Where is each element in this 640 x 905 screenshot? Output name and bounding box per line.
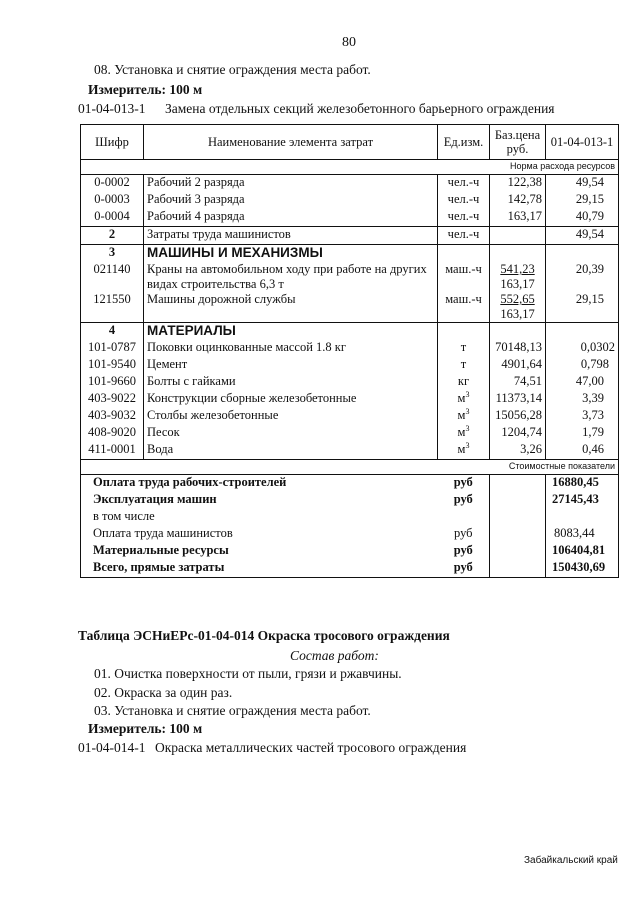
summary-name: Эксплуатация машин (81, 492, 438, 509)
operator-price: 163,17 (500, 307, 535, 321)
summary-row (81, 492, 619, 509)
summary-value (546, 509, 619, 526)
rate-code: 01-04-013-1 (78, 101, 146, 116)
table-row (81, 357, 619, 374)
section-number: 4 (81, 323, 144, 341)
summary-name: Оплата труда рабочих-строителей (81, 475, 438, 493)
summary-row (81, 509, 619, 526)
header-unit: Ед.изм. (438, 125, 490, 160)
summary-value: 27145,43 (546, 492, 619, 509)
row-unit: маш.-ч (438, 262, 490, 292)
row-name-line-2: видах строительства 6,3 т (147, 277, 284, 291)
summary-unit: руб (438, 560, 490, 578)
summary-unit (438, 509, 490, 526)
row-price (490, 262, 546, 292)
row-code: 021140 (81, 262, 144, 292)
row-norm: 49,54 (546, 227, 619, 245)
section-number: 2 (81, 227, 144, 245)
row-norm: 49,54 (546, 175, 619, 193)
row-price: 122,38 (490, 175, 546, 193)
table-row (81, 391, 619, 408)
section-row-2 (81, 227, 619, 245)
row-norm: 1,79 (546, 425, 619, 442)
row-norm: 47,00 (546, 374, 619, 391)
table-row (81, 425, 619, 442)
summary-unit: руб (438, 543, 490, 560)
table-row (81, 192, 619, 209)
summary-unit: руб (438, 475, 490, 493)
row-name: Вода (144, 442, 438, 460)
row-price: 163,17 (490, 209, 546, 227)
composition-label: Состав работ: (290, 648, 379, 663)
row-code: 101-9540 (81, 357, 144, 374)
row-code: 411-0001 (81, 442, 144, 460)
row-norm: 3,39 (546, 391, 619, 408)
operator-price: 163,17 (500, 277, 535, 291)
row-name (144, 262, 438, 292)
unit-exponent: 3 (465, 423, 470, 433)
table-row (81, 175, 619, 193)
work-step-02: 02. Окраска за один раз. (94, 685, 233, 700)
row-norm: 29,15 (546, 192, 619, 209)
row-name: Рабочий 4 разряда (144, 209, 438, 227)
summary-unit: руб (438, 526, 490, 543)
table-row (81, 292, 619, 323)
norm-caption: Норма расхода ресурсов (81, 160, 619, 175)
summary-value: 150430,69 (546, 560, 619, 578)
summary-value: 16880,45 (546, 475, 619, 493)
summary-value: 106404,81 (546, 543, 619, 560)
summary-name: Всего, прямые затраты (81, 560, 438, 578)
header-norm: 01-04-013-1 (546, 125, 619, 160)
section-number: 3 (81, 245, 144, 263)
row-norm: 0,0302 (546, 340, 619, 357)
row-unit: чел.-ч (438, 227, 490, 245)
unit-exponent: 3 (465, 389, 470, 399)
machine-price: 552,65 (500, 292, 535, 306)
region-footer: Забайкальский край (524, 855, 618, 866)
row-unit (438, 357, 490, 374)
section-name: МАТЕРИАЛЫ (144, 323, 438, 341)
summary-name: Оплата труда машинистов (81, 526, 438, 543)
row-price: 11373,14 (490, 391, 546, 408)
header-code: Шифр (81, 125, 144, 160)
header-price-2: руб. (506, 142, 529, 156)
unit-text: м (457, 391, 466, 405)
table-header (81, 125, 619, 160)
row-price (490, 227, 546, 245)
row-unit: чел.-ч (438, 192, 490, 209)
row-price (490, 292, 546, 323)
rate-code-2: 01-04-014-1 (78, 740, 146, 755)
row-norm: 0,46 (546, 442, 619, 460)
unit-text: т (460, 340, 467, 354)
row-code: 0-0004 (81, 209, 144, 227)
row-code: 0-0003 (81, 192, 144, 209)
row-name: Поковки оцинкованные массой 1.8 кг (144, 340, 438, 357)
section-name: МАШИНЫ И МЕХАНИЗМЫ (144, 245, 438, 263)
row-name: Болты с гайками (144, 374, 438, 391)
meter-label: Измеритель: 100 м (88, 82, 203, 97)
norm-caption-row (81, 160, 619, 175)
cost-table (80, 124, 619, 578)
row-price: 142,78 (490, 192, 546, 209)
row-price: 1204,74 (490, 425, 546, 442)
row-norm: 29,15 (546, 292, 619, 323)
row-name: Столбы железобетонные (144, 408, 438, 425)
row-unit (438, 425, 490, 442)
page-number: 80 (342, 35, 356, 50)
unit-text: м (457, 442, 466, 456)
row-unit: чел.-ч (438, 175, 490, 193)
unit-exponent: 3 (465, 406, 470, 416)
row-norm: 3,73 (546, 408, 619, 425)
row-price: 70148,13 (490, 340, 546, 357)
rate-description: Замена отдельных секций железобетонного барьерного ограждения (165, 101, 555, 116)
header-price-1: Баз.цена (494, 128, 541, 142)
row-code: 121550 (81, 292, 144, 323)
row-name: Рабочий 3 разряда (144, 192, 438, 209)
row-code: 101-0787 (81, 340, 144, 357)
row-norm: 40,79 (546, 209, 619, 227)
summary-name: в том числе (81, 509, 438, 526)
table-row (81, 340, 619, 357)
unit-text: т (460, 357, 467, 371)
cost-caption: Стоимостные показатели (81, 460, 619, 475)
row-price: 74,51 (490, 374, 546, 391)
row-code: 0-0002 (81, 175, 144, 193)
row-norm: 0,798 (546, 357, 619, 374)
work-step-03: 03. Установка и снятие ограждения места работ. (94, 703, 371, 718)
section-row-3 (81, 245, 619, 263)
row-unit: чел.-ч (438, 209, 490, 227)
summary-row (81, 560, 619, 578)
row-unit: маш.-ч (438, 292, 490, 323)
row-name-line-1: Краны на автомобильном ходу при работе на других (147, 262, 427, 276)
row-unit (438, 340, 490, 357)
section-name: Затраты труда машинистов (144, 227, 438, 245)
row-norm: 20,39 (546, 262, 619, 292)
row-code: 403-9032 (81, 408, 144, 425)
table-row (81, 408, 619, 425)
table-row (81, 374, 619, 391)
summary-row (81, 475, 619, 493)
row-unit (438, 374, 490, 391)
unit-text: м (457, 425, 466, 439)
row-unit (438, 408, 490, 425)
row-name: Конструкции сборные железобетонные (144, 391, 438, 408)
row-unit (438, 442, 490, 460)
rate-description-2: Окраска металлических частей тросового ограждения (155, 740, 467, 755)
machine-price: 541,23 (500, 262, 535, 276)
table-row (81, 442, 619, 460)
meter-label-2: Измеритель: 100 м (88, 721, 203, 736)
row-name: Цемент (144, 357, 438, 374)
row-name: Песок (144, 425, 438, 442)
summary-unit: руб (438, 492, 490, 509)
summary-name: Материальные ресурсы (81, 543, 438, 560)
summary-row (81, 543, 619, 560)
row-price: 3,26 (490, 442, 546, 460)
row-unit (438, 391, 490, 408)
row-price: 15056,28 (490, 408, 546, 425)
section-row-4 (81, 323, 619, 341)
work-step-08: 08. Установка и снятие ограждения места работ. (94, 62, 371, 77)
unit-text: кг (457, 374, 470, 388)
summary-value: 8083,44 (546, 526, 619, 543)
cost-caption-row (81, 460, 619, 475)
unit-text: м (457, 408, 466, 422)
row-code: 408-9020 (81, 425, 144, 442)
row-price: 4901,64 (490, 357, 546, 374)
table-title: Таблица ЭСНиЕРс-01-04-014 Окраска тросового ограждения (78, 628, 450, 643)
row-name: Машины дорожной службы (144, 292, 438, 323)
row-name: Рабочий 2 разряда (144, 175, 438, 193)
unit-exponent: 3 (465, 440, 470, 450)
table-row (81, 262, 619, 292)
header-name: Наименование элемента затрат (144, 125, 438, 160)
summary-row (81, 526, 619, 543)
table-row (81, 209, 619, 227)
work-step-01: 01. Очистка поверхности от пыли, грязи и ржавчины. (94, 666, 402, 681)
row-code: 101-9660 (81, 374, 144, 391)
header-price (490, 125, 546, 160)
row-code: 403-9022 (81, 391, 144, 408)
